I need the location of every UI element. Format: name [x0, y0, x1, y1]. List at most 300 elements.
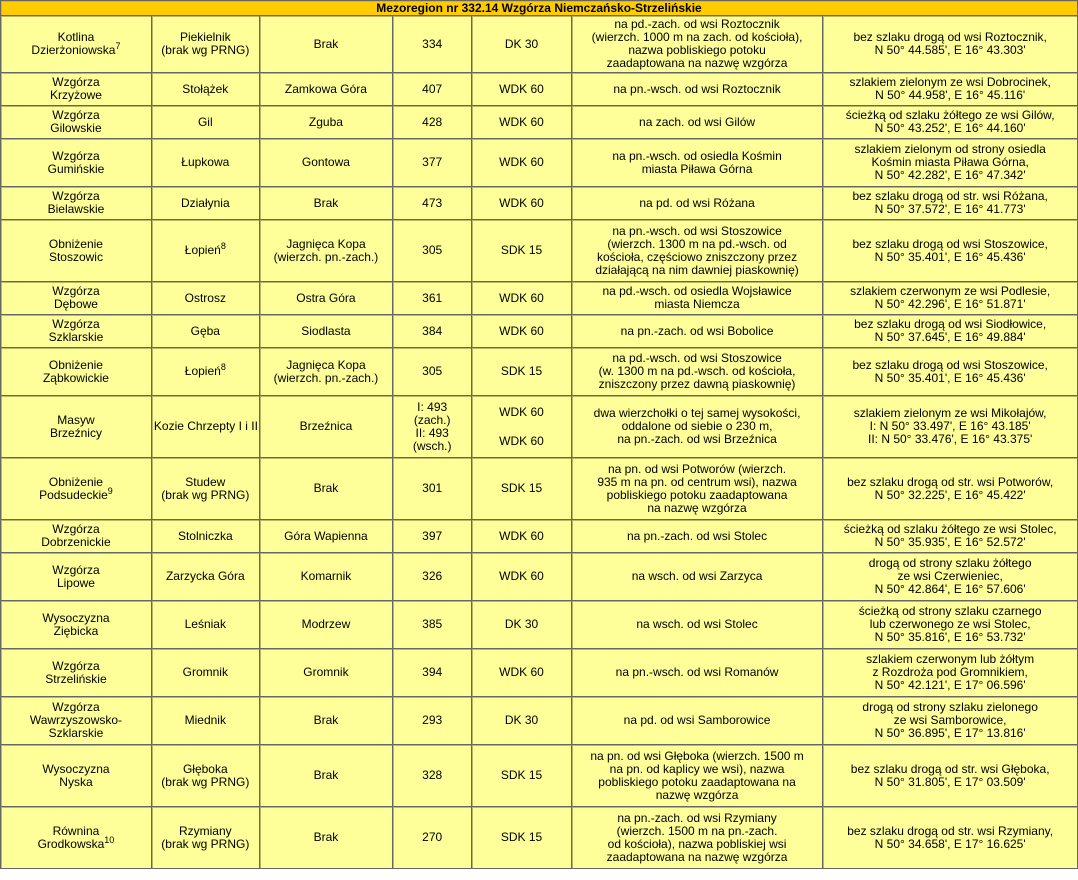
cell-line: [3, 834, 149, 851]
height-cell: [393, 16, 472, 73]
cell-line: Bielawskie: [47, 202, 105, 216]
peak-name-cell: [151, 807, 259, 869]
cell-line: Ostra Góra: [296, 290, 356, 305]
cell-line: 407: [422, 81, 443, 96]
region-cell: [1, 106, 152, 139]
access-cell: [823, 282, 1078, 315]
cell-line: 385: [422, 617, 443, 631]
region-cell: [1, 649, 152, 697]
cell-line: Stolniczka: [177, 528, 233, 543]
cell-line: Obniżenie: [48, 236, 103, 251]
cell-line: Wzgórza: [52, 700, 100, 714]
region-cell: [1, 315, 152, 348]
access-cell: [823, 601, 1078, 649]
cell-line: N 50° 35.401', E 16° 45.436': [874, 249, 1026, 264]
peak-name-cell: [151, 220, 259, 282]
cell-line: na pd. od wsi Samborowice: [623, 713, 771, 727]
cell-line: N 50° 42.864', E 16° 57.606': [874, 582, 1026, 596]
cell-line: Gil: [197, 114, 213, 129]
cell-line: na zach. od wsi Gilów: [639, 114, 756, 129]
cell-line: kościoła, częściowo zniszczony przez: [597, 249, 798, 264]
cell-line: na pn.-wsch. od wsi Romanów: [615, 665, 779, 679]
cell-line: Zarzycka Góra: [165, 569, 245, 583]
cell-line: N 50° 42.121', E 17° 06.596': [874, 678, 1026, 692]
location-cell: [571, 396, 823, 458]
cell-line: na pn.-zach. od wsi Brzeźnica: [617, 432, 777, 446]
cell-line: WDK 60: [499, 155, 544, 169]
road-cell: [472, 649, 572, 697]
table-row: [1, 16, 1078, 73]
table-row: [1, 282, 1078, 315]
cell-line: [154, 362, 257, 378]
cell-line: Dębowe: [53, 297, 98, 311]
cell-line: Gromnik: [182, 665, 228, 679]
cell-line: bez szlaku drogą od str. wsi Różana,: [852, 189, 1048, 203]
location-cell: [571, 282, 823, 315]
cell-line: SDK 15: [500, 243, 543, 257]
cell-line: bez szlaku drogą od wsi Roztocznik,: [853, 30, 1047, 44]
cell-line: na pd.-wsch. od osiedla Wojsławice: [602, 284, 792, 298]
cell-line: (wierzch. pn.-zach.): [273, 249, 379, 264]
cell-line: N 50° 36.895', E 17° 13.816': [874, 726, 1026, 740]
table-row: [1, 73, 1078, 106]
cell-line: drogą od strony szlaku żółtego: [868, 556, 1032, 570]
peak-name-cell: [151, 601, 259, 649]
cell-line: na pn. od wsi Potworów (wierzch.: [608, 461, 787, 476]
location-cell: [571, 73, 823, 106]
access-cell: [823, 187, 1078, 220]
cell-line: WDK 60: [499, 81, 544, 96]
region-cell: [1, 601, 152, 649]
cell-line: 293: [422, 713, 443, 727]
cell-line: Brak: [313, 768, 339, 782]
cell-line: Studew: [185, 474, 226, 489]
cell-line: 384: [422, 323, 443, 338]
cell-line: Szklarskie: [48, 330, 104, 344]
table-row: [1, 315, 1078, 348]
cell-line: (wierzch. 1500 m na pn.-zach.: [616, 823, 778, 838]
cell-line: zniszczony przez dawną piaskownię): [598, 377, 796, 391]
height-cell: [393, 396, 472, 458]
cell-line: WDK 60: [499, 404, 544, 419]
height-cell: [393, 601, 472, 649]
cell-line: II: N 50° 33.476', E 16° 43.375': [868, 432, 1033, 446]
cell-line: Gromnik: [303, 665, 349, 679]
cell-line: SDK 15: [500, 768, 543, 782]
height-cell: [393, 348, 472, 396]
cell-line: Wzgórza: [52, 317, 100, 331]
road-cell: [472, 458, 572, 520]
cell-line: na pn.-zach. od wsi Stolec: [627, 528, 768, 543]
cell-line: I: N 50° 33.497', E 16° 43.185': [869, 419, 1031, 433]
cell-line: szlakiem zielonym ze wsi Dobrocinek,: [849, 75, 1051, 89]
alt-name-cell: [259, 745, 392, 807]
cell-line: Stoszowic: [48, 249, 103, 264]
cell-line: ścieżką od szlaku żółtego ze wsi Stolec,: [843, 522, 1057, 536]
cell-line: 301: [422, 481, 443, 495]
cell-line: Brak: [313, 830, 339, 844]
cell-line: Gilowskie: [50, 121, 102, 135]
cell-line: drogą od strony szlaku zielonego: [862, 700, 1038, 714]
alt-name-cell: [259, 106, 392, 139]
location-cell: [571, 697, 823, 745]
height-cell: [393, 139, 472, 187]
cell-line: Kozie Chrzepty I i II: [153, 419, 258, 433]
road-cell: [472, 139, 572, 187]
road-cell: [472, 106, 572, 139]
footnote-marker[interactable]: 9: [107, 485, 113, 496]
cell-line: Brzeźnicy: [49, 425, 102, 440]
cell-line: 473: [422, 195, 443, 210]
road-cell: [472, 348, 572, 396]
region-cell: [1, 187, 152, 220]
cell-line: Wzgórza: [52, 522, 100, 536]
region-cell: [1, 73, 152, 106]
footnote-marker[interactable]: 8: [220, 362, 226, 372]
cell-line: na pd.-zach. od wsi Roztocznik: [614, 17, 780, 31]
cell-line: zaadaptowana na nazwę wzgórza: [606, 56, 788, 70]
cell-line: N 50° 34.658', E 17° 16.625': [874, 836, 1026, 851]
cell-line: N 50° 44.585', E 16° 43.303': [874, 43, 1026, 57]
alt-name-cell: [259, 697, 392, 745]
table-row: [1, 553, 1078, 601]
region-cell: [1, 220, 152, 282]
height-cell: [393, 315, 472, 348]
peak-name-cell: [151, 106, 259, 139]
alt-name-cell: [259, 315, 392, 348]
cell-line: Wzgórza: [52, 148, 100, 163]
cell-line: (w. 1300 m na pd.-wsch. od kościoła,: [598, 364, 796, 378]
cell-line: (brak wg PRNG): [161, 774, 250, 789]
cell-line: 305: [422, 243, 443, 257]
access-cell: [823, 553, 1078, 601]
cell-line: Komarnik: [300, 569, 352, 583]
cell-line: (wierzch. 1000 m na zach. od kościoła),: [591, 30, 803, 44]
cell-line: N 50° 37.572', E 16° 41.773': [874, 202, 1026, 216]
cell-line-text: Grodkowska: [37, 836, 105, 851]
cell-line: Brak: [313, 713, 339, 727]
cell-line: N 50° 35.401', E 16° 45.436': [874, 370, 1026, 385]
cell-line: I: 493: [417, 399, 448, 414]
cell-line: Wzgórza: [52, 284, 100, 298]
cell-line: 397: [422, 528, 443, 543]
height-cell: [393, 745, 472, 807]
height-cell: [393, 553, 472, 601]
alt-name-cell: [259, 807, 392, 869]
table-row: [1, 520, 1078, 553]
height-cell: [393, 807, 472, 869]
cell-line: N 50° 42.282', E 16° 47.342': [874, 168, 1026, 182]
region-cell: [1, 458, 152, 520]
peak-name-cell: [151, 697, 259, 745]
alt-name-cell: [259, 73, 392, 106]
road-cell: [472, 396, 572, 458]
alt-name-cell: [259, 220, 392, 282]
cell-line: bez szlaku drogą od str. wsi Głęboka,: [850, 761, 1050, 776]
peak-name-cell: [151, 16, 259, 73]
peak-name-cell: [151, 745, 259, 807]
cell-line: II: 493: [415, 425, 449, 440]
table-row: [1, 348, 1078, 396]
location-cell: [571, 315, 823, 348]
cell-line: Kotlina: [57, 30, 95, 44]
road-cell: [472, 745, 572, 807]
cell-line-text: Łopień: [184, 243, 221, 257]
cell-line: WDK 60: [499, 433, 544, 448]
cell-line: Wzgórza: [52, 562, 100, 577]
cell-line: N 50° 42.296', E 16° 51.871': [874, 297, 1026, 311]
height-cell: [393, 458, 472, 520]
road-cell: [472, 73, 572, 106]
region-cell: [1, 396, 152, 458]
cell-line: na pn. od wsi Głęboka (wierzch. 1500 m: [590, 748, 804, 763]
alt-name-cell: [259, 649, 392, 697]
location-cell: [571, 649, 823, 697]
cell-line: N 50° 35.935', E 16° 52.572': [874, 535, 1026, 549]
access-cell: [823, 649, 1078, 697]
peak-name-cell: [151, 396, 259, 458]
location-cell: [571, 187, 823, 220]
access-cell: [823, 106, 1078, 139]
cell-line: bez szlaku drogą od wsi Stoszowice,: [852, 357, 1048, 372]
cell-line: pobliskiego potoku zaadaptowana: [606, 487, 788, 502]
cell-line: (brak wg PRNG): [161, 836, 250, 851]
cell-line: Stołążek: [182, 81, 229, 96]
cell-line: 428: [422, 114, 443, 129]
access-cell: [823, 348, 1078, 396]
cell-line: Wysoczyzna: [42, 610, 110, 625]
cell-line: lub czerwonego ze wsi Stolec,: [869, 617, 1031, 631]
cell-line: N 50° 35.816', E 16° 53.732': [874, 630, 1026, 644]
peak-name-cell: [151, 649, 259, 697]
region-cell: [1, 348, 152, 396]
road-cell: [472, 282, 572, 315]
location-cell: [571, 807, 823, 869]
table-row: [1, 458, 1078, 520]
cell-line: na pn.-zach. od wsi Rzymiany: [617, 810, 777, 825]
cell-line: Lipowe: [56, 575, 95, 590]
cell-line: Dobrzenickie: [41, 535, 111, 549]
cell-line: N 50° 32.225', E 16° 45.422': [874, 487, 1026, 502]
road-cell: [472, 807, 572, 869]
cell-line-text: Podsudeckie: [39, 487, 108, 502]
cell-line: nazwę wzgórza: [655, 787, 739, 802]
cell-line: DK 30: [504, 617, 539, 631]
table-caption: Mezoregion nr 332.14 Wzgórza Niemczańsko-Strzelińskie: [1, 1, 1078, 16]
region-cell: [1, 553, 152, 601]
cell-line: (zach.): [413, 412, 451, 427]
cell-line: 394: [422, 665, 443, 679]
cell-line: miasta Piława Górna: [641, 161, 753, 176]
table-row: [1, 697, 1078, 745]
footnote-marker[interactable]: 8: [220, 241, 226, 251]
cell-line: Jagnięca Kopa: [286, 236, 366, 251]
cell-line: szlakiem zielonym od strony osiedla: [854, 142, 1046, 156]
cell-line: Brak: [313, 195, 339, 210]
cell-line: WDK 60: [499, 114, 544, 129]
cell-line: (wsch.): [412, 438, 452, 453]
cell-line: działającą na nim dawniej piaskownię): [595, 262, 799, 277]
table-row: [1, 106, 1078, 139]
access-cell: [823, 458, 1078, 520]
location-cell: [571, 520, 823, 553]
cell-line: ze wsi Samborowice,: [893, 713, 1007, 727]
cell-line: od kościoła), nazwa pobliskiej wsi: [607, 836, 787, 851]
alt-name-cell: [259, 282, 392, 315]
table-body: [1, 16, 1078, 869]
cell-line: na wsch. od wsi Zarzyca: [631, 569, 763, 583]
cell-line: N 50° 37.645', E 16° 49.884': [874, 330, 1026, 344]
cell-line: (wierzch. 1300 m na pd.-wsch. od: [607, 236, 787, 251]
table-row: [1, 649, 1078, 697]
cell-line: ścieżką od szlaku żółtego ze wsi Gilów,: [845, 108, 1055, 122]
cell-line: na pd.-wsch. od wsi Stoszowice: [612, 351, 782, 365]
access-cell: [823, 697, 1078, 745]
cell-line: Siodlasta: [301, 323, 351, 338]
cell-line: DK 30: [504, 713, 539, 727]
region-cell: [1, 807, 152, 869]
cell-line: bez szlaku drogą od str. wsi Potworów,: [847, 474, 1054, 489]
height-cell: [393, 697, 472, 745]
cell-line: na pn.-wsch. od osiedla Kośmin: [612, 148, 782, 163]
table-row: [1, 220, 1078, 282]
cell-line-text: Dzierżoniowska: [31, 43, 116, 57]
height-cell: [393, 520, 472, 553]
cell-line: Działynia: [180, 195, 230, 210]
alt-name-cell: [259, 553, 392, 601]
road-cell: [472, 315, 572, 348]
location-cell: [571, 220, 823, 282]
cell-line: na pn.-wsch. od wsi Stoszowice: [612, 223, 782, 238]
footnote-marker[interactable]: 7: [115, 41, 121, 51]
location-cell: [571, 106, 823, 139]
location-cell: [571, 458, 823, 520]
cell-line: bez szlaku drogą od str. wsi Rzymiany,: [847, 823, 1054, 838]
cell-line: na pn. od kaplicy we wsi), nazwa: [609, 761, 785, 776]
access-cell: [823, 73, 1078, 106]
location-cell: [571, 553, 823, 601]
access-cell: [823, 745, 1078, 807]
cell-line: Masyw: [57, 412, 95, 427]
cell-line: WDK 60: [499, 528, 544, 543]
peak-name-cell: [151, 73, 259, 106]
cell-line: [474, 419, 569, 435]
cell-line: SDK 15: [500, 830, 543, 844]
cell-line: Nyska: [59, 774, 93, 789]
cell-line: na pn.-zach. od wsi Bobolice: [620, 323, 774, 338]
peak-name-cell: [151, 520, 259, 553]
cell-line: Łupkowa: [181, 155, 230, 169]
cell-line: ze wsi Czerwieniec,: [897, 569, 1003, 583]
location-cell: [571, 16, 823, 73]
table-row: [1, 187, 1078, 220]
cell-line: (brak wg PRNG): [161, 487, 250, 502]
height-cell: [393, 73, 472, 106]
cell-line: na wsch. od wsi Stolec: [636, 617, 758, 631]
access-cell: [823, 315, 1078, 348]
cell-line: 334: [422, 36, 443, 51]
location-cell: [571, 601, 823, 649]
alt-name-cell: [259, 348, 392, 396]
cell-line: Krzyżowe: [49, 88, 102, 102]
cell-line: DK 30: [504, 36, 539, 51]
location-cell: [571, 745, 823, 807]
cell-line: WDK 60: [499, 290, 544, 305]
cell-line: ścieżką od strony szlaku czarnego: [858, 604, 1042, 618]
cell-line: Wysoczyzna: [42, 761, 110, 776]
table-row: [1, 745, 1078, 807]
cell-line: na nazwę wzgórza: [647, 500, 747, 515]
table-row: [1, 807, 1078, 869]
cell-line: Wzgórza: [52, 75, 100, 89]
cell-line: Gumińskie: [47, 161, 105, 176]
table-row: [1, 396, 1078, 458]
region-cell: [1, 16, 152, 73]
cell-line: Szklarskie: [48, 726, 104, 740]
alt-name-cell: [259, 139, 392, 187]
peak-name-cell: [151, 139, 259, 187]
cell-line: (brak wg PRNG): [161, 43, 250, 57]
cell-line: 326: [422, 569, 443, 583]
cell-line: szlakiem czerwonym ze wsi Podlesie,: [850, 284, 1051, 298]
access-cell: [823, 16, 1078, 73]
cell-line: Strzelińskie: [45, 671, 107, 686]
cell-line: Wawrzyszowsko-: [29, 713, 123, 727]
location-cell: [571, 139, 823, 187]
cell-line: [3, 41, 149, 57]
cell-line: Głęboka: [182, 761, 228, 776]
region-cell: [1, 745, 152, 807]
road-cell: [472, 697, 572, 745]
cell-line: Równina: [52, 823, 100, 838]
road-cell: [472, 220, 572, 282]
alt-name-cell: [259, 396, 392, 458]
cell-line: dwa wierzchołki o tej samej wysokości,: [593, 406, 801, 420]
cell-line: Brak: [313, 481, 339, 495]
cell-line: Brak: [313, 36, 339, 51]
cell-line: (wierzch. pn.-zach.): [273, 370, 379, 385]
cell-line: Góra Wapienna: [284, 528, 368, 543]
cell-line: pobliskiego potoku zaadaptowana na: [598, 774, 796, 789]
peak-name-cell: [151, 187, 259, 220]
cell-line: 361: [422, 290, 443, 305]
cell-line: Miednik: [184, 713, 226, 727]
cell-line: Obniżenie: [48, 357, 103, 372]
cell-line: Wzgórza: [52, 658, 100, 673]
peak-name-cell: [151, 553, 259, 601]
cell-line: bez szlaku drogą od wsi Stoszowice,: [852, 236, 1048, 251]
height-cell: [393, 649, 472, 697]
cell-line: Gontowa: [301, 155, 350, 169]
alt-name-cell: [259, 16, 392, 73]
access-cell: [823, 139, 1078, 187]
alt-name-cell: [259, 458, 392, 520]
peak-name-cell: [151, 315, 259, 348]
footnote-marker[interactable]: 10: [104, 834, 115, 845]
cell-line: szlakiem czerwonym lub żółtym: [866, 652, 1035, 666]
peak-name-cell: [151, 348, 259, 396]
road-cell: [472, 553, 572, 601]
cell-line: Kośmin miasta Piława Górna,: [871, 155, 1029, 169]
road-cell: [472, 16, 572, 73]
height-cell: [393, 220, 472, 282]
cell-line: WDK 60: [499, 665, 544, 679]
cell-line: Wzgórza: [52, 189, 100, 203]
cell-line: SDK 15: [500, 481, 543, 495]
cell-line: z Rozdroża pod Gromnikiem,: [872, 665, 1028, 679]
alt-name-cell: [259, 601, 392, 649]
region-cell: [1, 139, 152, 187]
